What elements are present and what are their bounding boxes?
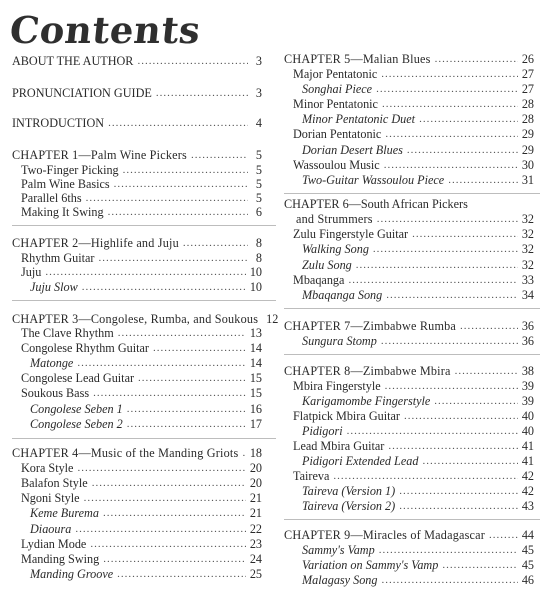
entry-label: Mbaqanga bbox=[293, 273, 345, 287]
toc-entry-song[interactable] bbox=[12, 417, 262, 431]
toc-entry[interactable] bbox=[284, 127, 534, 141]
entry-page: 13 bbox=[249, 326, 262, 340]
toc-entry-song[interactable] bbox=[284, 558, 534, 572]
entry-page: 3 bbox=[255, 86, 262, 100]
entry-page: 34 bbox=[521, 288, 534, 302]
toc-entry[interactable] bbox=[284, 158, 534, 172]
toc-entry[interactable] bbox=[284, 439, 534, 453]
toc-entry-song[interactable] bbox=[284, 454, 534, 468]
dot-leader bbox=[92, 476, 246, 490]
toc-chapter-9[interactable] bbox=[284, 528, 534, 542]
dot-leader bbox=[382, 573, 518, 587]
toc-chapter-4[interactable] bbox=[12, 446, 262, 460]
entry-page: 17 bbox=[249, 417, 262, 431]
toc-entry-song[interactable] bbox=[284, 82, 534, 96]
chapter-page: 8 bbox=[255, 236, 262, 250]
dot-leader bbox=[419, 112, 518, 126]
entry-page: 27 bbox=[521, 67, 534, 81]
toc-chapter-3[interactable] bbox=[12, 312, 279, 326]
entry-page: 42 bbox=[521, 484, 534, 498]
toc-entry-song[interactable] bbox=[12, 522, 262, 536]
toc-entry[interactable] bbox=[12, 265, 262, 279]
entry-page: 21 bbox=[249, 491, 262, 505]
dot-leader bbox=[348, 273, 517, 287]
toc-chapter-7[interactable] bbox=[284, 319, 534, 333]
entry-page: 42 bbox=[521, 469, 534, 483]
toc-entry[interactable] bbox=[12, 476, 262, 490]
chapter-page: 44 bbox=[521, 528, 534, 542]
toc-entry-song[interactable] bbox=[12, 356, 262, 370]
dot-leader bbox=[377, 212, 518, 226]
dot-leader bbox=[442, 558, 517, 572]
entry-page: 36 bbox=[521, 334, 534, 348]
section-divider bbox=[284, 193, 540, 194]
entry-label: PRONUNCIATION GUIDE bbox=[12, 86, 152, 100]
toc-entry-song[interactable] bbox=[284, 499, 534, 513]
toc-entry[interactable] bbox=[12, 537, 262, 551]
toc-entry[interactable] bbox=[12, 386, 262, 400]
toc-entry[interactable] bbox=[12, 491, 262, 505]
entry-label: Balafon Style bbox=[21, 476, 88, 490]
entry-label: Parallel 6ths bbox=[21, 191, 82, 205]
dot-leader bbox=[103, 506, 246, 520]
toc-entry[interactable] bbox=[12, 326, 262, 340]
dot-leader bbox=[117, 567, 246, 581]
toc-entry-song[interactable] bbox=[284, 543, 534, 557]
entry-page: 20 bbox=[249, 476, 262, 490]
toc-entry-song[interactable] bbox=[284, 143, 534, 157]
dot-leader bbox=[381, 67, 518, 81]
toc-entry-song[interactable] bbox=[284, 573, 534, 587]
entry-page: 6 bbox=[255, 205, 262, 219]
entry-page: 21 bbox=[249, 506, 262, 520]
dot-leader bbox=[385, 127, 517, 141]
entry-label: Taireva (Version 2) bbox=[302, 499, 396, 513]
chapter-page: 38 bbox=[521, 364, 534, 378]
dot-leader bbox=[381, 334, 518, 348]
entry-page: 24 bbox=[249, 552, 262, 566]
toc-entry-song[interactable] bbox=[12, 506, 262, 520]
entry-page: 41 bbox=[521, 439, 534, 453]
dot-leader bbox=[373, 242, 518, 256]
section-divider bbox=[12, 438, 276, 439]
entry-page: 28 bbox=[521, 97, 534, 111]
entry-page: 28 bbox=[521, 112, 534, 126]
section-divider bbox=[12, 225, 276, 226]
chapter-6-title-line1[interactable]: CHAPTER 6—South African Pickers bbox=[284, 197, 468, 211]
entry-label: Congolese Seben 1 bbox=[30, 402, 123, 416]
dot-leader bbox=[448, 173, 518, 187]
entry-label: Two-Finger Picking bbox=[21, 163, 119, 177]
section-divider bbox=[284, 354, 540, 355]
section-divider bbox=[284, 519, 540, 520]
dot-leader bbox=[93, 386, 246, 400]
dot-leader bbox=[114, 177, 248, 191]
entry-label: Dorian Desert Blues bbox=[302, 143, 403, 157]
toc-entry-introduction[interactable] bbox=[12, 116, 262, 130]
toc-entry-song[interactable] bbox=[284, 424, 534, 438]
entry-label: Wassoulou Music bbox=[293, 158, 380, 172]
chapter-title: CHAPTER 9—Miracles of Madagascar bbox=[284, 528, 486, 542]
entry-label: Lydian Mode bbox=[21, 537, 87, 551]
toc-entry-song[interactable] bbox=[12, 280, 262, 294]
entry-label: Karigamombe Fingerstyle bbox=[302, 394, 431, 408]
entry-label: Zulu Song bbox=[302, 258, 352, 272]
entry-page: 32 bbox=[521, 227, 534, 241]
entry-page: 40 bbox=[521, 424, 534, 438]
dot-leader bbox=[108, 116, 248, 130]
dot-leader bbox=[84, 491, 246, 505]
entry-page: 29 bbox=[521, 127, 534, 141]
dot-leader bbox=[399, 499, 518, 513]
entry-page: 10 bbox=[249, 265, 262, 279]
chapter-title: CHAPTER 8—Zimbabwe Mbira bbox=[284, 364, 451, 378]
entry-label: Matonge bbox=[30, 356, 74, 370]
entry-page: 8 bbox=[255, 251, 262, 265]
entry-page: 40 bbox=[521, 409, 534, 423]
dot-leader bbox=[399, 484, 518, 498]
chapter-page: 12 bbox=[266, 312, 279, 326]
dot-leader bbox=[422, 454, 517, 468]
dot-leader bbox=[333, 469, 517, 483]
entry-page: 14 bbox=[249, 356, 262, 370]
entry-label: Rhythm Guitar bbox=[21, 251, 95, 265]
chapter-title: and Strummers bbox=[296, 212, 373, 226]
chapter-title: CHAPTER 2—Highlife and Juju bbox=[12, 236, 179, 250]
entry-label: Lead Mbira Guitar bbox=[293, 439, 385, 453]
entry-label: Sungura Stomp bbox=[302, 334, 377, 348]
chapter-title: CHAPTER 1—Palm Wine Pickers bbox=[12, 148, 187, 162]
dot-leader bbox=[153, 341, 246, 355]
toc-entry[interactable] bbox=[12, 177, 262, 191]
toc-entry[interactable] bbox=[12, 341, 262, 355]
toc-chapter-6[interactable] bbox=[284, 212, 534, 226]
toc-entry[interactable] bbox=[284, 409, 534, 423]
entry-page: 29 bbox=[521, 143, 534, 157]
chapter-page: 18 bbox=[249, 446, 262, 460]
entry-page: 15 bbox=[249, 386, 262, 400]
entry-label: Palm Wine Basics bbox=[21, 177, 110, 191]
page-title: Contents bbox=[7, 8, 203, 52]
toc-entry[interactable] bbox=[12, 552, 262, 566]
entry-label: ABOUT THE AUTHOR bbox=[12, 54, 134, 68]
toc-entry[interactable] bbox=[12, 251, 262, 265]
toc-chapter-5[interactable] bbox=[284, 52, 534, 66]
dot-leader bbox=[376, 82, 518, 96]
entry-label: Minor Pentatonic Duet bbox=[302, 112, 416, 126]
toc-entry[interactable] bbox=[284, 273, 534, 287]
toc-entry[interactable] bbox=[12, 163, 262, 177]
entry-label: INTRODUCTION bbox=[12, 116, 105, 130]
entry-page: 39 bbox=[521, 379, 534, 393]
chapter-page: 5 bbox=[255, 148, 262, 162]
dot-leader bbox=[407, 143, 518, 157]
entry-label: Malagasy Song bbox=[302, 573, 378, 587]
entry-label: The Clave Rhythm bbox=[21, 326, 114, 340]
entry-label: Variation on Sammy's Vamp bbox=[302, 558, 439, 572]
dot-leader bbox=[137, 54, 248, 68]
entry-label: Minor Pentatonic bbox=[293, 97, 378, 111]
entry-label: Juju bbox=[21, 265, 42, 279]
entry-label: Manding Groove bbox=[30, 567, 114, 581]
dot-leader bbox=[156, 86, 248, 100]
dot-leader bbox=[386, 288, 518, 302]
entry-label: Mbaqanga Song bbox=[302, 288, 383, 302]
entry-page: 5 bbox=[255, 177, 262, 191]
entry-label: Taireva bbox=[293, 469, 330, 483]
dot-leader bbox=[118, 326, 246, 340]
entry-label: Two-Guitar Wassoulou Piece bbox=[302, 173, 445, 187]
entry-page: 31 bbox=[521, 173, 534, 187]
toc-entry-song[interactable] bbox=[284, 112, 534, 126]
dot-leader bbox=[127, 402, 246, 416]
entry-page: 43 bbox=[521, 499, 534, 513]
dot-leader bbox=[90, 537, 245, 551]
dot-leader bbox=[45, 265, 245, 279]
entry-label: Zulu Fingerstyle Guitar bbox=[293, 227, 409, 241]
entry-label: Diaoura bbox=[30, 522, 72, 536]
dot-leader bbox=[127, 417, 246, 431]
entry-label: Major Pentatonic bbox=[293, 67, 378, 81]
entry-page: 41 bbox=[521, 454, 534, 468]
toc-entry-song[interactable] bbox=[284, 288, 534, 302]
entry-label: Congolese Seben 2 bbox=[30, 417, 123, 431]
dot-leader bbox=[98, 251, 248, 265]
entry-page: 15 bbox=[249, 371, 262, 385]
dot-leader bbox=[412, 227, 518, 241]
toc-entry[interactable] bbox=[12, 461, 262, 475]
dot-leader bbox=[75, 522, 246, 536]
toc-entry-song[interactable] bbox=[284, 173, 534, 187]
chapter-title: CHAPTER 5—Malian Blues bbox=[284, 52, 431, 66]
entry-label: Congolese Lead Guitar bbox=[21, 371, 135, 385]
toc-chapter-8[interactable] bbox=[284, 364, 534, 378]
toc-entry-song[interactable] bbox=[12, 402, 262, 416]
chapter-title: CHAPTER 3—Congolese, Rumba, and Soukous bbox=[12, 312, 259, 326]
toc-entry[interactable] bbox=[12, 205, 262, 219]
toc-chapter-1[interactable] bbox=[12, 148, 262, 162]
entry-label: Keme Burema bbox=[30, 506, 99, 520]
dot-leader bbox=[191, 148, 248, 162]
entry-page: 22 bbox=[249, 522, 262, 536]
entry-label: Ngoni Style bbox=[21, 491, 80, 505]
dot-leader bbox=[388, 439, 517, 453]
entry-label: Manding Swing bbox=[21, 552, 100, 566]
dot-leader bbox=[460, 319, 518, 333]
entry-page: 5 bbox=[255, 191, 262, 205]
entry-label: Making It Swing bbox=[21, 205, 104, 219]
dot-leader bbox=[379, 543, 518, 557]
dot-leader bbox=[123, 163, 248, 177]
toc-entry[interactable] bbox=[12, 191, 262, 205]
toc-entry-pronunciation-guide[interactable] bbox=[12, 86, 262, 100]
entry-page: 32 bbox=[521, 258, 534, 272]
dot-leader bbox=[82, 280, 246, 294]
toc-entry-song[interactable] bbox=[284, 242, 534, 256]
entry-page: 45 bbox=[521, 558, 534, 572]
dot-leader bbox=[455, 364, 518, 378]
entry-page: 3 bbox=[255, 54, 262, 68]
chapter-page: 32 bbox=[521, 212, 534, 226]
entry-page: 39 bbox=[521, 394, 534, 408]
dot-leader bbox=[86, 191, 248, 205]
chapter-page: 26 bbox=[521, 52, 534, 66]
entry-page: 32 bbox=[521, 242, 534, 256]
toc-entry-about-author[interactable] bbox=[12, 54, 262, 68]
dot-leader bbox=[242, 446, 245, 460]
entry-label: Kora Style bbox=[21, 461, 74, 475]
entry-label: Walking Song bbox=[302, 242, 369, 256]
dot-leader bbox=[382, 97, 518, 111]
section-divider bbox=[12, 300, 276, 301]
toc-entry-song[interactable] bbox=[284, 484, 534, 498]
entry-page: 33 bbox=[521, 273, 534, 287]
dot-leader bbox=[183, 236, 248, 250]
toc-entry-song[interactable] bbox=[284, 258, 534, 272]
entry-label: Juju Slow bbox=[30, 280, 78, 294]
chapter-title: CHAPTER 7—Zimbabwe Rumba bbox=[284, 319, 457, 333]
entry-label: Dorian Pentatonic bbox=[293, 127, 382, 141]
entry-label: Congolese Rhythm Guitar bbox=[21, 341, 149, 355]
dot-leader bbox=[385, 379, 518, 393]
entry-label: Flatpick Mbira Guitar bbox=[293, 409, 400, 423]
entry-label: Taireva (Version 1) bbox=[302, 484, 396, 498]
dot-leader bbox=[108, 205, 248, 219]
entry-page: 46 bbox=[521, 573, 534, 587]
dot-leader bbox=[435, 52, 518, 66]
toc-entry[interactable] bbox=[284, 379, 534, 393]
toc-entry-song[interactable] bbox=[284, 394, 534, 408]
entry-page: 5 bbox=[255, 163, 262, 177]
toc-entry[interactable] bbox=[284, 469, 534, 483]
entry-page: 20 bbox=[249, 461, 262, 475]
toc-entry[interactable] bbox=[284, 67, 534, 81]
entry-label: Mbira Fingerstyle bbox=[293, 379, 381, 393]
entry-label: Soukous Bass bbox=[21, 386, 90, 400]
dot-leader bbox=[103, 552, 246, 566]
entry-page: 10 bbox=[249, 280, 262, 294]
entry-page: 14 bbox=[249, 341, 262, 355]
entry-page: 45 bbox=[521, 543, 534, 557]
entry-label: Sammy's Vamp bbox=[302, 543, 375, 557]
dot-leader bbox=[77, 356, 245, 370]
toc-entry-song[interactable] bbox=[284, 334, 534, 348]
entry-label: Pidigori bbox=[302, 424, 343, 438]
toc-entry[interactable] bbox=[284, 97, 534, 111]
entry-page: 27 bbox=[521, 82, 534, 96]
dot-leader bbox=[138, 371, 246, 385]
entry-page: 23 bbox=[249, 537, 262, 551]
dot-leader bbox=[434, 394, 518, 408]
entry-page: 16 bbox=[249, 402, 262, 416]
entry-page: 25 bbox=[249, 567, 262, 581]
dot-leader bbox=[356, 258, 518, 272]
toc-entry[interactable] bbox=[12, 371, 262, 385]
dot-leader bbox=[404, 409, 518, 423]
toc-chapter-2[interactable] bbox=[12, 236, 262, 250]
entry-label: Songhai Piece bbox=[302, 82, 373, 96]
section-divider bbox=[284, 308, 540, 309]
entry-page: 30 bbox=[521, 158, 534, 172]
chapter-title: CHAPTER 4—Music of the Manding Griots bbox=[12, 446, 239, 460]
dot-leader bbox=[489, 528, 518, 542]
entry-label: Pidigori Extended Lead bbox=[302, 454, 419, 468]
dot-leader bbox=[384, 158, 518, 172]
entry-page: 4 bbox=[255, 116, 262, 130]
toc-entry-song[interactable] bbox=[12, 567, 262, 581]
dot-leader bbox=[77, 461, 245, 475]
chapter-page: 36 bbox=[521, 319, 534, 333]
dot-leader bbox=[347, 424, 518, 438]
toc-entry[interactable] bbox=[284, 227, 534, 241]
